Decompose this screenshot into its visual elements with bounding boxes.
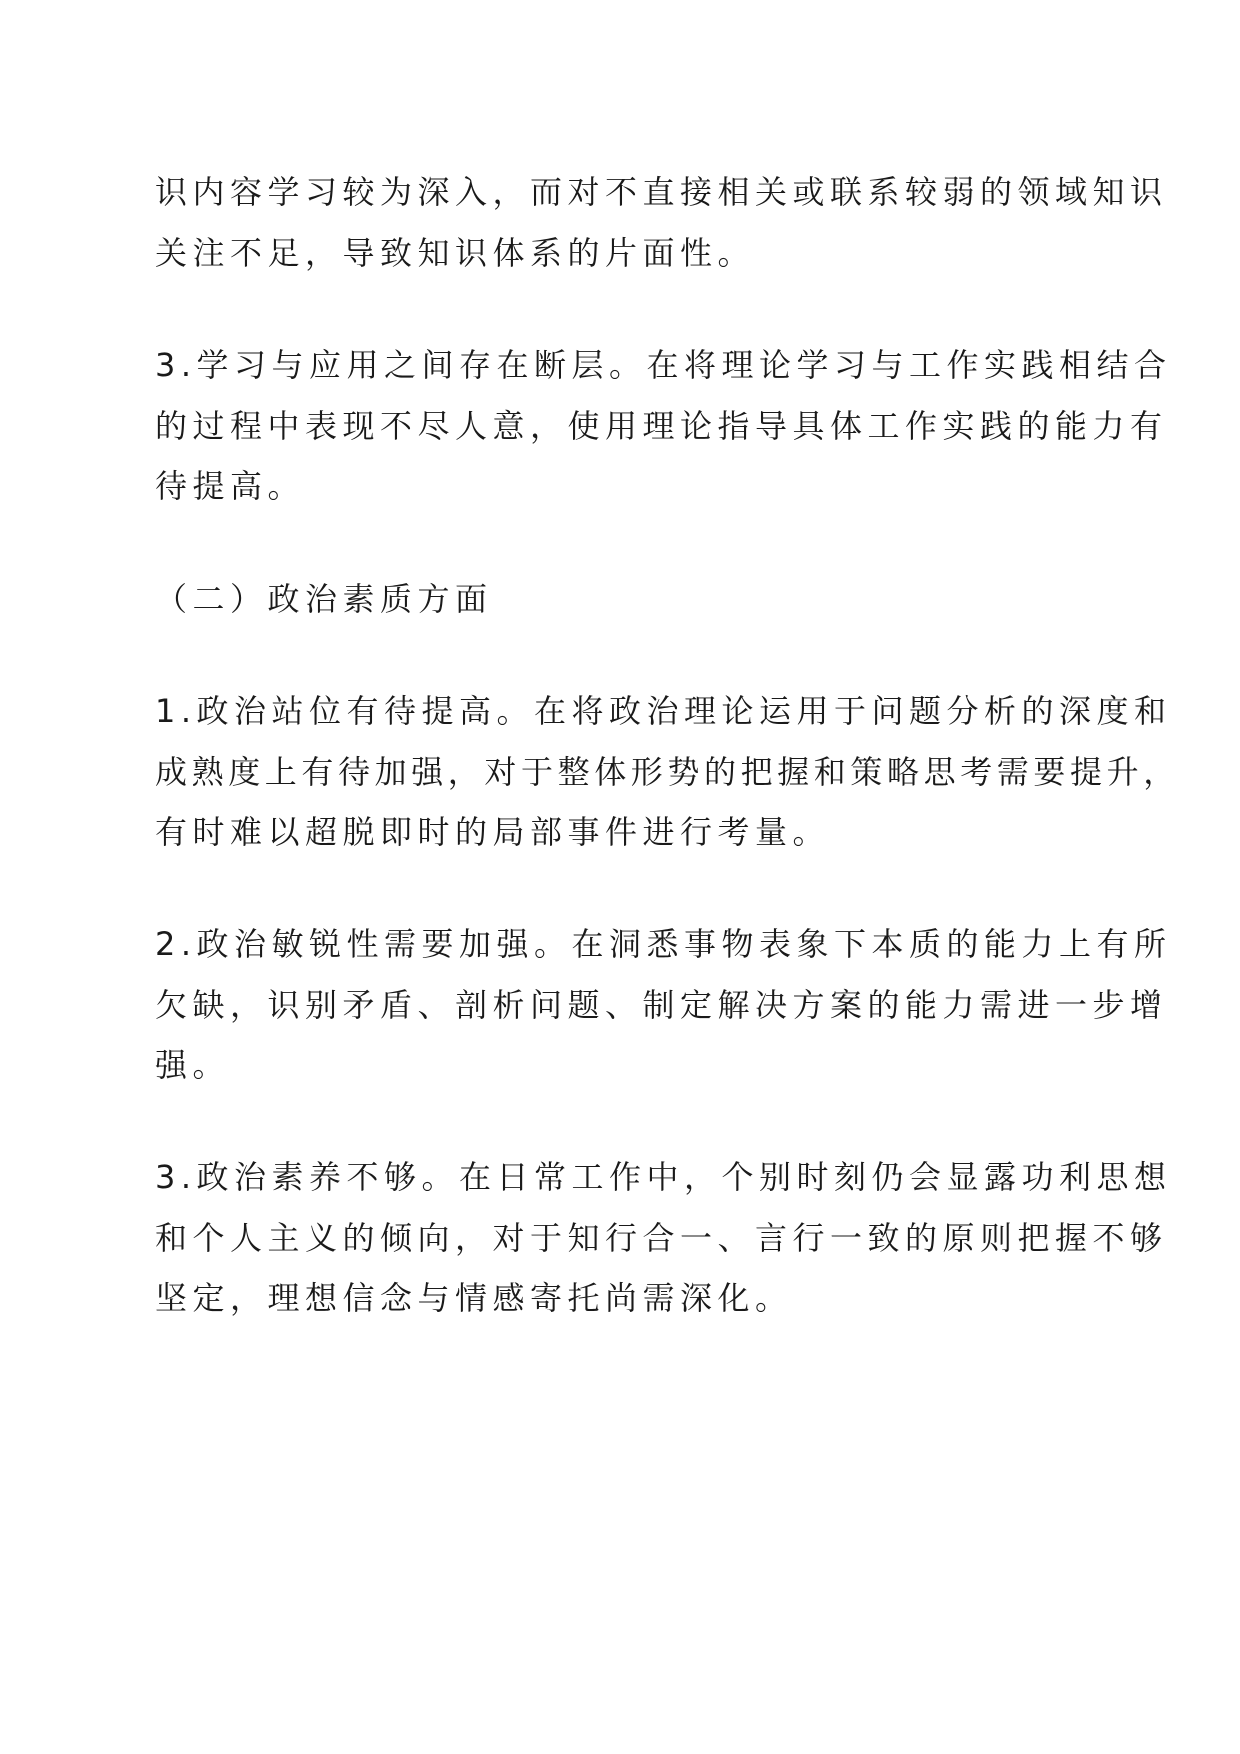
paragraph-6-line-3: 坚定，理想信念与情感寄托尚需深化。 bbox=[155, 1279, 793, 1317]
paragraph-5-line-2: 欠缺，识别矛盾、剖析问题、制定解决方案的能力需进一步增 bbox=[155, 986, 1168, 1024]
paragraph-2-line-3: 待提高。 bbox=[155, 467, 306, 505]
paragraph-4-line-1: 1.政治站位有待提高。在将政治理论运用于问题分析的深度和 bbox=[155, 692, 1172, 730]
paragraph-5-line-1: 2.政治敏锐性需要加强。在洞悉事物表象下本质的能力上有所 bbox=[155, 925, 1172, 963]
section-heading: （二）政治素质方面 bbox=[155, 580, 493, 618]
paragraph-5-line-3: 强。 bbox=[155, 1046, 231, 1084]
paragraph-6-line-1: 3.政治素养不够。在日常工作中，个别时刻仍会显露功利思想 bbox=[155, 1158, 1172, 1196]
paragraph-1-line-1: 识内容学习较为深入，而对不直接相关或联系较弱的领域知识 bbox=[155, 173, 1168, 211]
paragraph-2-line-1: 3.学习与应用之间存在断层。在将理论学习与工作实践相结合 bbox=[155, 346, 1172, 384]
paragraph-4-line-3: 有时难以超脱即时的局部事件进行考量。 bbox=[155, 813, 831, 851]
paragraph-6-line-2: 和个人主义的倾向，对于知行合一、言行一致的原则把握不够 bbox=[155, 1219, 1168, 1257]
paragraph-1-line-2: 关注不足，导致知识体系的片面性。 bbox=[155, 234, 756, 272]
paragraph-4-line-2: 成熟度上有待加强，对于整体形势的把握和策略思考需要提升， bbox=[155, 753, 1180, 791]
paragraph-2-line-2: 的过程中表现不尽人意，使用理论指导具体工作实践的能力有 bbox=[155, 407, 1168, 445]
